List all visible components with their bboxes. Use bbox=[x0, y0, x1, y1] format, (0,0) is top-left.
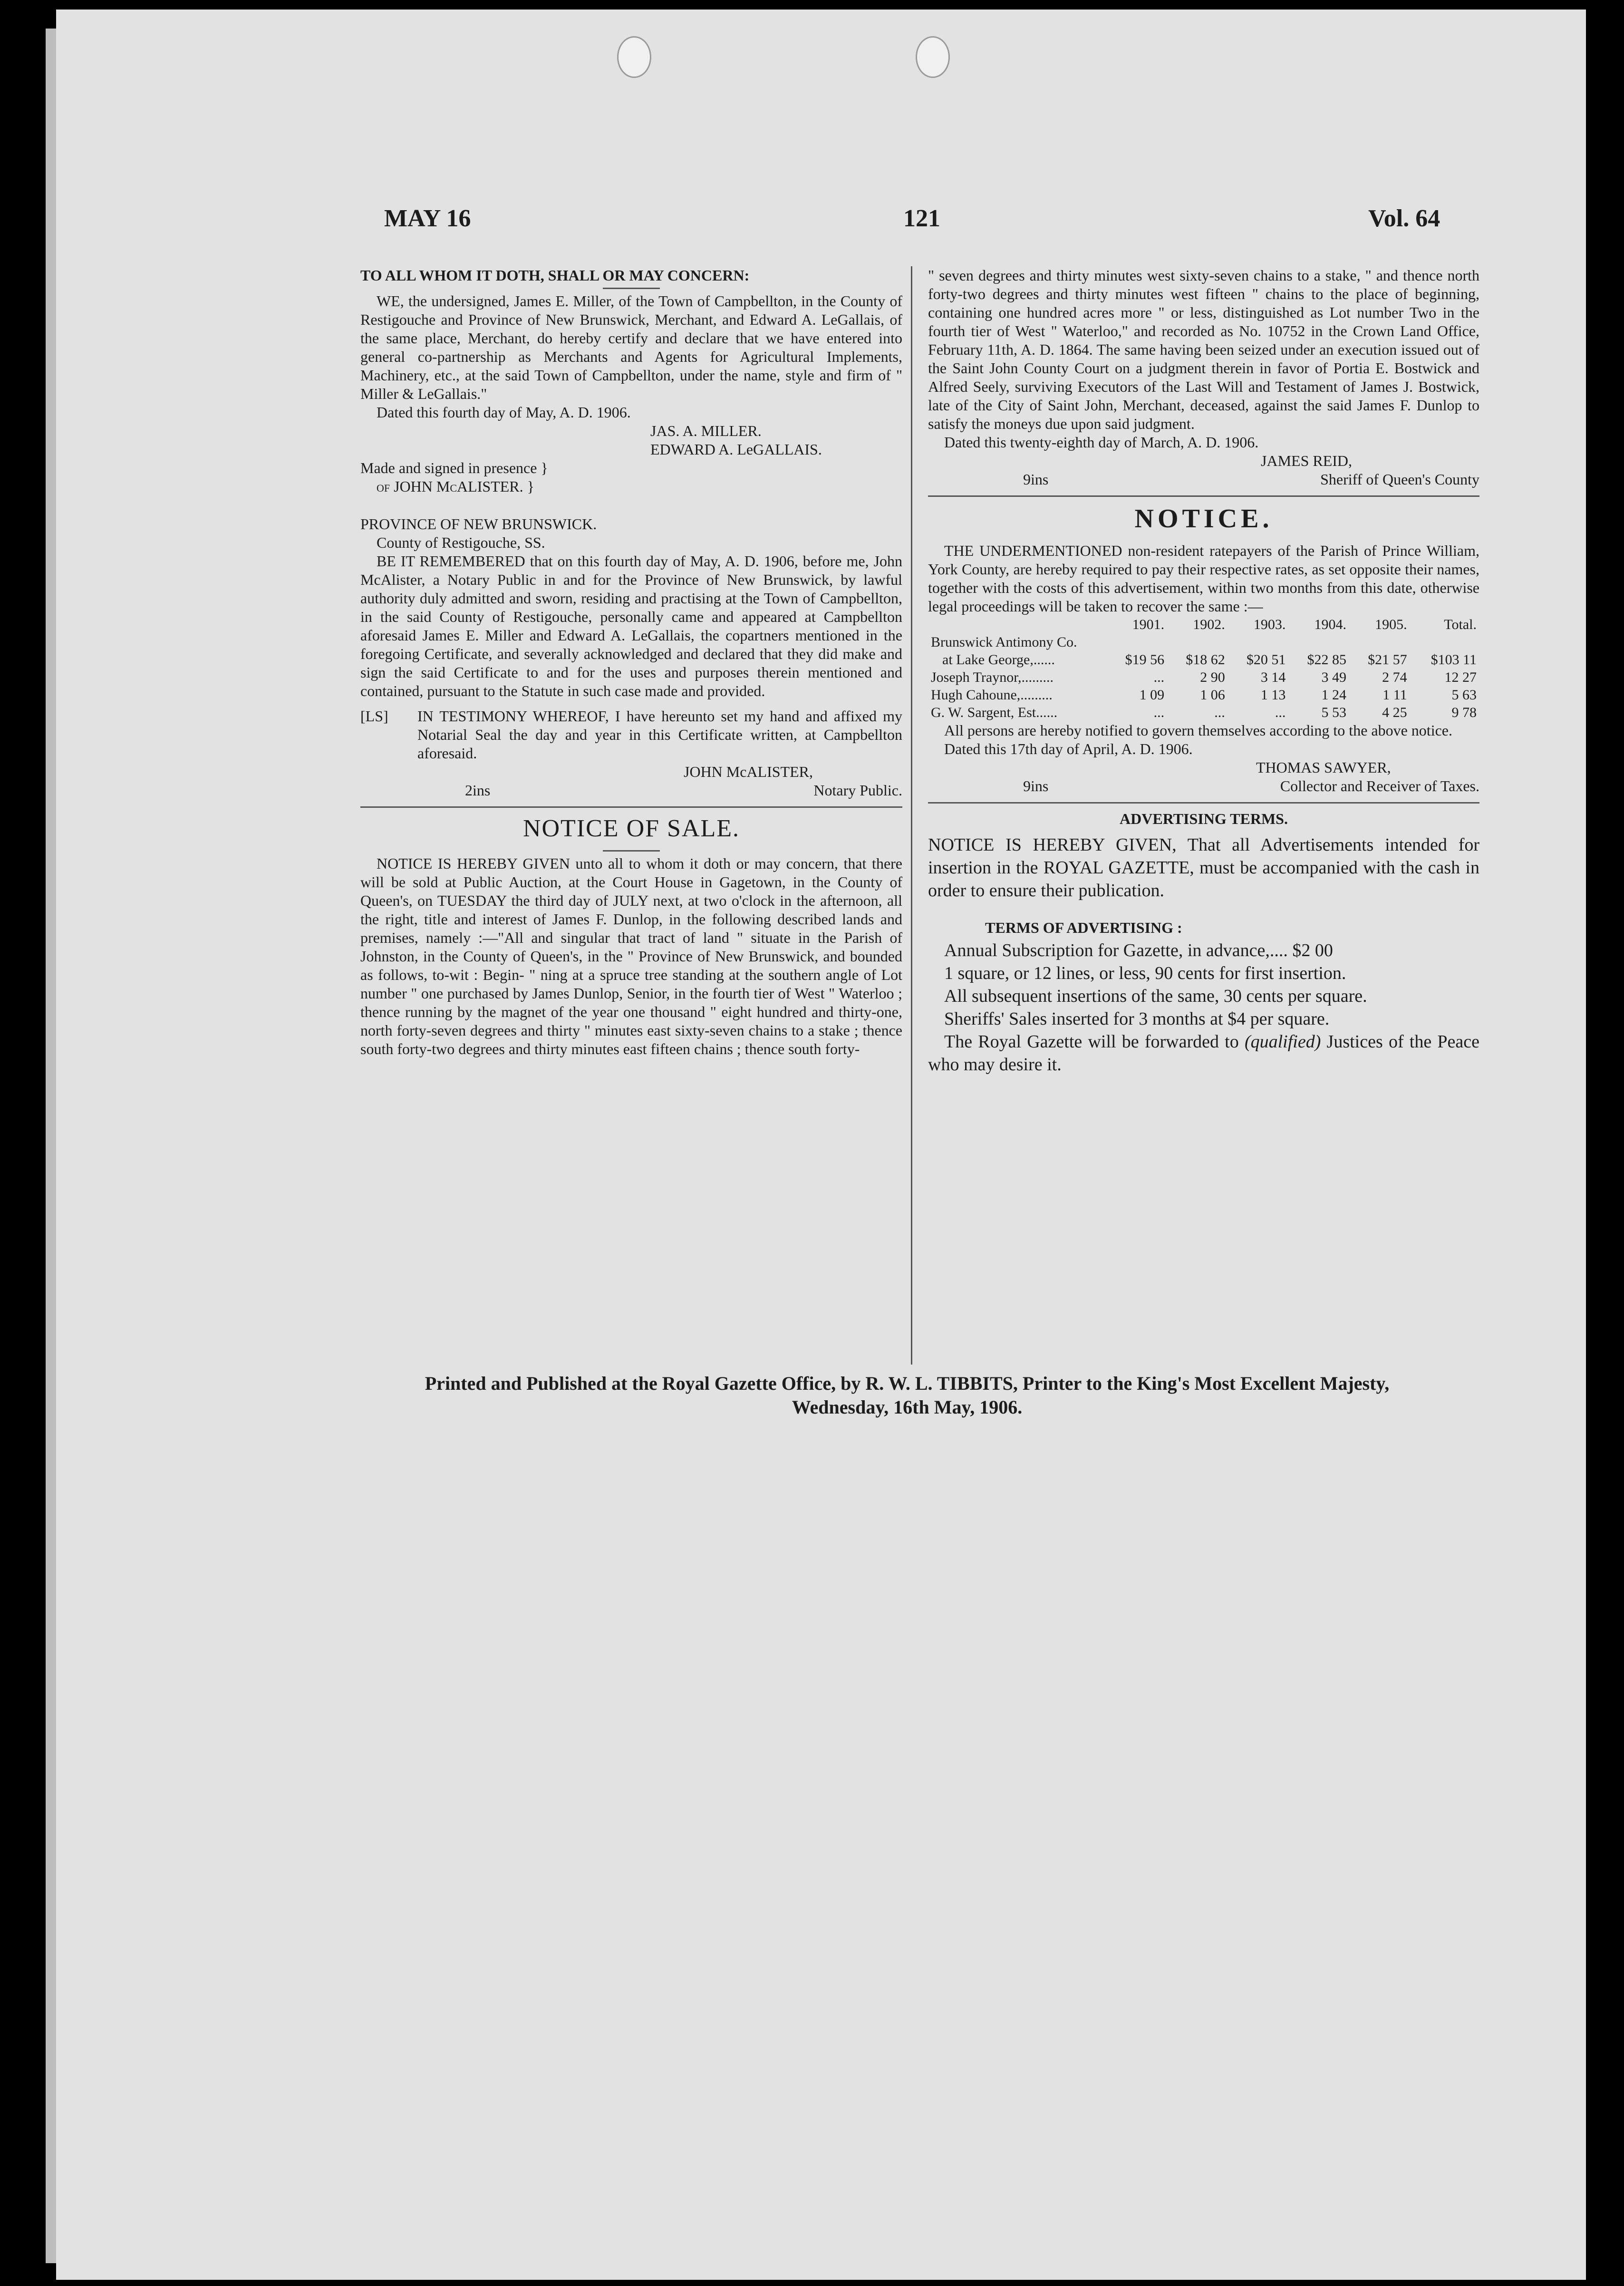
notice-body: THE UNDERMENTIONED non-resident ratepayers of the Parish of Prince William, York County, are hereby required to pay their respective rates, as set opposite their names, together with the costs of this advertisement, within two months from this date, otherwise legal proceedings will be taken to recover the same :— bbox=[928, 542, 1479, 615]
notice-of-sale bbox=[360, 814, 902, 1058]
terms-line-1: Annual Subscription for Gazette, in advance,.... $2 00 bbox=[944, 940, 1333, 960]
remembered-paragraph: BE IT REMEMBERED that on this fourth day of May, A. D. 1906, before me, John McAlister, a Notary Public in and for the Province of New Brunswick, by lawful authority duly admitted and sworn, residing and practising at the Town of Campbellton, in the said County of Restigouche, personally came and appeared at Campbellton aforesaid James E. Miller and Edward A. LeGallais, the copartners mentioned in the foregoing Certificate, and severally acknowledged and declared that they did make and sign the said Certificate to and for the uses and purposes therein mentioned and contained, pursuant to the Statute in such case made and provided. bbox=[360, 552, 902, 699]
terms-line-5c: Justices of the Peace who may desire it. bbox=[928, 1032, 1480, 1075]
sheriff-footer bbox=[928, 470, 1479, 489]
binding-hole-right bbox=[916, 36, 950, 78]
terms-line-2: 1 square, or 12 lines, or less, 90 cents for first insertion. bbox=[944, 963, 1346, 983]
table-row bbox=[928, 651, 1479, 668]
advertising-title: ADVERTISING TERMS. bbox=[1120, 810, 1288, 827]
page-shadow bbox=[1587, 10, 1624, 2280]
ratepayers-table bbox=[928, 616, 1479, 721]
table-header-row bbox=[928, 616, 1479, 633]
table-cell: ... bbox=[1275, 705, 1286, 720]
partnership-heading: TO ALL WHOM IT DOTH, SHALL OR MAY CONCERN: bbox=[360, 267, 750, 284]
notary-footer bbox=[360, 781, 902, 800]
table-cell: 2 90 bbox=[1200, 669, 1225, 685]
volume-number: Vol. 64 bbox=[1368, 205, 1440, 232]
terms-line-4: Sheriffs' Sales inserted for 3 months at $4 per square. bbox=[944, 1009, 1330, 1029]
page-number: 121 bbox=[903, 205, 940, 232]
table-row bbox=[928, 633, 1479, 651]
table-cell: 1 09 bbox=[1139, 687, 1165, 703]
table-cell: $22 85 bbox=[1307, 652, 1346, 668]
table-cell: 1 13 bbox=[1260, 687, 1286, 703]
table-header: Total. bbox=[1444, 617, 1477, 632]
table-cell: 2 74 bbox=[1382, 669, 1407, 685]
sheriff-name: JAMES REID, bbox=[1261, 452, 1353, 469]
terms-line-5a: The Royal Gazette will be forwarded to bbox=[944, 1032, 1239, 1052]
table-header: 1902. bbox=[1193, 617, 1225, 632]
page-content bbox=[327, 204, 1487, 1418]
signer-legallais: EDWARD A. LeGALLAIS. bbox=[650, 441, 822, 458]
terms-line-5 bbox=[928, 1030, 1479, 1076]
table-row bbox=[928, 668, 1479, 686]
table-cell: Hugh Cahoune,......... bbox=[931, 687, 1053, 703]
column-divider bbox=[911, 266, 912, 1365]
table-row bbox=[928, 686, 1479, 704]
table-cell: 3 14 bbox=[1260, 669, 1286, 685]
table-cell: Brunswick Antimony Co. bbox=[931, 634, 1077, 650]
issue-date: MAY 16 bbox=[384, 205, 471, 232]
partnership-dated: Dated this fourth day of May, A. D. 1906. bbox=[377, 404, 631, 421]
testimony-paragraph: IN TESTIMONY WHEREOF, I have hereunto set my hand and affixed my Notarial Seal the day and year in this Certificate written, at Campbellton aforesaid. bbox=[417, 707, 902, 762]
ratepayers-notice bbox=[928, 504, 1479, 795]
section-divider bbox=[928, 495, 1479, 497]
witness-line-2: of JOHN McALISTER. } bbox=[377, 478, 534, 495]
table-cell: G. W. Sargent, Est...... bbox=[931, 705, 1058, 720]
table-cell: at Lake George,...... bbox=[942, 652, 1055, 668]
table-header: 1904. bbox=[1314, 617, 1346, 632]
notary-seal: [LS] bbox=[360, 707, 388, 725]
table-header: 1905. bbox=[1375, 617, 1407, 632]
province-line: PROVINCE OF NEW BRUNSWICK. bbox=[360, 515, 597, 533]
table-cell: $19 56 bbox=[1125, 652, 1165, 668]
table-cell: 5 63 bbox=[1451, 687, 1477, 703]
notice-closing: All persons are hereby notified to govern themselves according to the above notice. bbox=[944, 722, 1452, 739]
table-cell: 1 11 bbox=[1382, 687, 1407, 703]
table-header: 1903. bbox=[1253, 617, 1286, 632]
terms-qualified: (qualified) bbox=[1244, 1032, 1321, 1052]
divider bbox=[603, 850, 660, 852]
notice-insertions: 9ins bbox=[1023, 777, 1049, 794]
footer-line-2: Wednesday, 16th May, 1906. bbox=[792, 1396, 1023, 1418]
table-cell: 12 27 bbox=[1444, 669, 1477, 685]
terms-heading: TERMS OF ADVERTISING : bbox=[985, 919, 1182, 936]
table-cell: Joseph Traynor,......... bbox=[931, 669, 1054, 685]
section-divider bbox=[360, 806, 902, 808]
sale-body: NOTICE IS HEREBY GIVEN unto all to whom it doth or may concern, that there will be sold at Public Auction, at the Court House in Gagetown, in the County of Queen's, on TUESDAY the third day of JULY next, at two o'clock in the afternoon, all the right, title and interest of James F. Dunlop, in the following described lands and premises, namely :—"All and singular that tract of land " situate in the Parish of Johnston, in the County of Queen's, in the " Province of New Brunswick, and bounded as follows, to-wit : Begin- " ning at a spruce tree standing at the southern angle of Lot number " one purchased by James Dunlop, Senior, in the fourth tier of West " Waterloo ; thence running by the magnet of the year one thousand " eight hundred and thirty-one, north forty-seven degrees and thirty " minutes east sixty-seven chains to a stake ; thence south forty-two degrees and thirty minutes east fifteen chains ; thence south forty- bbox=[360, 855, 902, 1057]
insertions-count: 2ins bbox=[465, 782, 491, 799]
table-cell: $18 62 bbox=[1186, 652, 1225, 668]
left-column bbox=[360, 266, 902, 1058]
table-cell: 1 06 bbox=[1200, 687, 1225, 703]
sale-dated: Dated this twenty-eighth day of March, A. D. 1906. bbox=[944, 434, 1259, 451]
sheriff-title: Sheriff of Queen's County bbox=[1320, 471, 1479, 488]
footer-line-1: Printed and Published at the Royal Gazette Office, by R. W. L. TIBBITS, Printer to the King's Most Excellent Majesty, bbox=[425, 1373, 1390, 1394]
table-cell: $20 51 bbox=[1246, 652, 1286, 668]
table-cell: 5 53 bbox=[1321, 705, 1346, 720]
binding-hole-left bbox=[617, 36, 651, 78]
advertising-terms bbox=[928, 810, 1479, 1076]
table-cell: 1 24 bbox=[1321, 687, 1346, 703]
right-column bbox=[928, 266, 1479, 1076]
collector-footer bbox=[928, 777, 1479, 795]
collector-title: Collector and Receiver of Taxes. bbox=[1280, 777, 1479, 794]
notary-name: JOHN McALISTER, bbox=[684, 763, 813, 780]
county-line: County of Restigouche, SS. bbox=[377, 534, 545, 551]
table-header bbox=[928, 616, 1107, 633]
partnership-notice bbox=[360, 266, 902, 800]
gazette-page bbox=[56, 10, 1586, 2280]
witness-line-1: Made and signed in presence } bbox=[360, 459, 548, 476]
notary-title: Notary Public. bbox=[813, 782, 902, 799]
table-cell: 3 49 bbox=[1321, 669, 1346, 685]
sale-insertions: 9ins bbox=[1023, 471, 1049, 488]
table-cell: ... bbox=[1153, 705, 1165, 720]
printer-footer bbox=[327, 1372, 1487, 1419]
sale-title: NOTICE OF SALE. bbox=[522, 815, 740, 842]
testimony-block bbox=[360, 707, 902, 763]
collector-name: THOMAS SAWYER, bbox=[1256, 759, 1391, 776]
table-row bbox=[928, 704, 1479, 721]
sale-continued bbox=[928, 266, 1479, 489]
table-cell: ... bbox=[1214, 705, 1225, 720]
page-header bbox=[327, 204, 1487, 252]
signer-miller: JAS. A. MILLER. bbox=[650, 422, 762, 439]
terms-line-3: All subsequent insertions of the same, 30 cents per square. bbox=[944, 986, 1367, 1006]
table-cell: 9 78 bbox=[1451, 705, 1477, 720]
table-cell: ... bbox=[1153, 669, 1165, 685]
table-cell: $103 11 bbox=[1431, 652, 1477, 668]
table-header: 1901. bbox=[1132, 617, 1165, 632]
notice-dated: Dated this 17th day of April, A. D. 1906. bbox=[944, 740, 1193, 757]
notice-title: NOTICE. bbox=[1134, 504, 1273, 533]
advertising-body: NOTICE IS HEREBY GIVEN, That all Advertisements intended for insertion in the ROYAL GAZETTE, must be accompanied with the cash in order to ensure their publication. bbox=[928, 835, 1479, 901]
partnership-body: WE, the undersigned, James E. Miller, of the Town of Campbellton, in the County of Restigouche and Province of New Brunswick, Merchant, and Edward A. LeGallais, of the same place, Merchant, do hereby certify and declare that we have entered into general co-partnership as Merchants and Agents for Agricultural Implements, Machinery, etc., at the said Town of Campbellton, under the name, style and firm of " Miller & LeGallais." bbox=[360, 292, 902, 402]
table-cell: $21 57 bbox=[1368, 652, 1407, 668]
table-cell: 4 25 bbox=[1382, 705, 1407, 720]
divider bbox=[603, 288, 660, 289]
section-divider bbox=[928, 802, 1479, 804]
sale-continued-text: " seven degrees and thirty minutes west sixty-seven chains to a stake, " and thence north forty-two degrees and thirty minutes west fifteen " chains to the place of beginning, containing one hundred acres more " or less, distinguished as Lot number Two in the fourth tier of West " Waterloo," and recorded as No. 10752 in the Crown Land Office, February 11th, A. D. 1864. The same having been seized under an execution issued out of the Saint John County Court on a judgment therein in favor of Portia E. Bostwick and Alfred Seely, surviving Executors of the Last Will and Testament of James J. Bostwick, late of the City of Saint John, Merchant, deceased, against the said James F. Dunlop to satisfy the moneys due upon said judgment. bbox=[928, 267, 1479, 432]
